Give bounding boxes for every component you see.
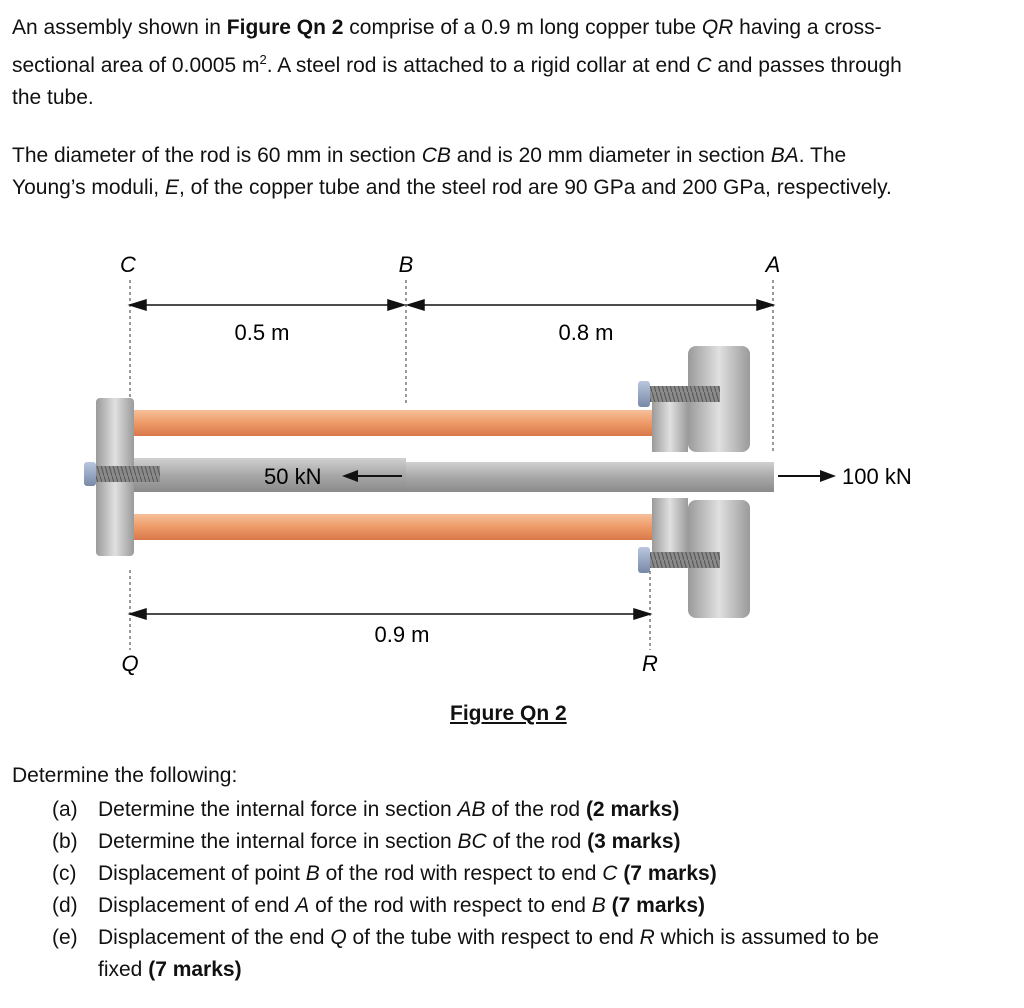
- bolt-thread-c: [96, 466, 160, 482]
- label-point-q: Q: [121, 651, 139, 676]
- question-e-continuation: fixed (7 marks): [98, 958, 242, 981]
- question-a: (a) Determine the internal force in section AB of the rod (2 marks): [52, 798, 680, 821]
- force-arrowhead-right: [820, 470, 836, 482]
- force-label-right: 100 kN: [842, 464, 912, 489]
- question-e: (e) Displacement of the end Q of the tube with respect to end R which is assumed to be: [52, 926, 879, 949]
- intro-paragraph-2: The diameter of the rod is 60 mm in section CB and is 20 mm diameter in section BA. The Young’s moduli, E, of the copper tube and the steel rod are 90 GPa and 200 GPa, respectively.: [12, 144, 892, 199]
- dim-label-cb: 0.5 m: [234, 320, 290, 345]
- label-point-b: B: [398, 252, 414, 277]
- bolt-head-r-lower: [638, 547, 650, 573]
- bolt-head-c: [84, 462, 96, 486]
- question-b: (b) Determine the internal force in section BC of the rod (3 marks): [52, 830, 681, 853]
- label-point-c: C: [120, 252, 136, 277]
- assembly-figure: [0, 240, 1024, 690]
- collar-r-upper: [652, 396, 688, 452]
- bolt-head-r-upper: [638, 381, 650, 407]
- figure-caption: Figure Qn 2: [450, 702, 567, 725]
- steel-rod-section-ba: [406, 462, 774, 492]
- force-label-left: 50 kN: [264, 464, 322, 489]
- question-c: (c) Displacement of point B of the rod with respect to end C (7 marks): [52, 862, 717, 885]
- dim-label-qr: 0.9 m: [374, 622, 430, 647]
- question-d: (d) Displacement of end A of the rod with respect to end B (7 marks): [52, 894, 706, 917]
- bolt-thread-r-lower: [650, 552, 720, 568]
- intro-paragraph-1: An assembly shown in Figure Qn 2 comprise of a 0.9 m long copper tube QR having a cross- sectional area of 0.0005 $m^2$. A steel rod is attached to a rigid collar at end C and passes through the tube.: [12, 16, 902, 109]
- label-point-r: R: [642, 651, 658, 676]
- bolt-thread-r-upper: [650, 386, 720, 402]
- label-point-a: A: [765, 252, 781, 277]
- copper-tube-top: [134, 410, 652, 436]
- questions-intro: Determine the following:: [12, 764, 238, 787]
- collar-r-lower: [652, 498, 688, 554]
- dim-label-ba: 0.8 m: [558, 320, 614, 345]
- copper-tube-bottom: [134, 514, 652, 540]
